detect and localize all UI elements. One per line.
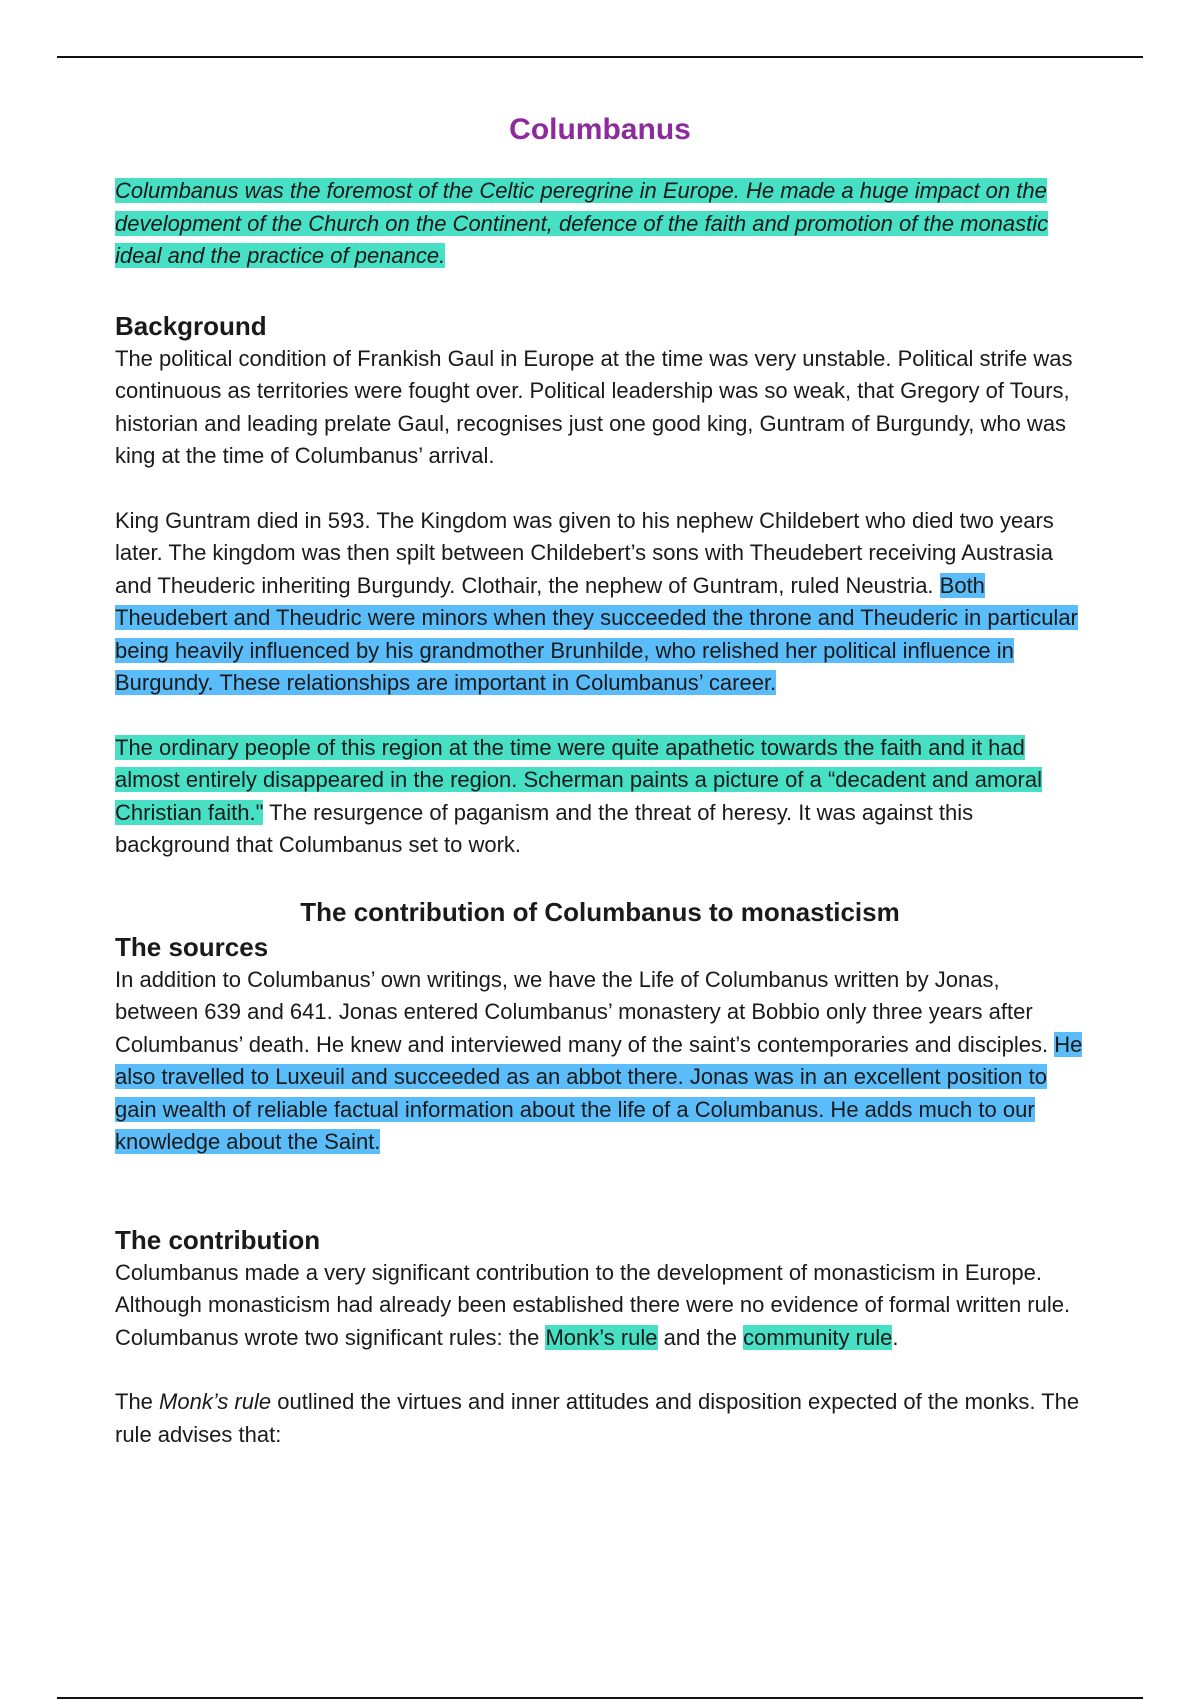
sources-paragraph <box>115 964 1085 1159</box>
contribution-heading: The contribution <box>115 1224 321 1255</box>
top-rule <box>57 56 1143 58</box>
contribution-paragraph <box>115 1257 1085 1355</box>
sources-text: In addition to Columbanus’ own writings, we have the Life of Columbanus written by Jonas, between 639 and 641. Jonas entered Columbanus’ monastery at Bobbio only three years after Columbanus’ death. He knew and interviewed many of the saint’s contemporaries and disciples. <box>115 966 1055 1057</box>
page-title: Columbanus <box>509 113 691 146</box>
document-body <box>115 110 1085 1451</box>
bottom-rule <box>57 1697 1143 1699</box>
monks-rule-paragraph <box>115 1386 1085 1451</box>
intro-highlight: Columbanus was the foremost of the Celtic peregrine in Europe. He made a huge impact on the development of the Church on the Continent, defence of the faith and promotion of the monastic ideal and the practice of penance. <box>115 178 1049 268</box>
intro-paragraph <box>115 175 1085 273</box>
monks-rule-highlight: Monk’s rule <box>545 1324 658 1350</box>
sources-heading: The sources <box>115 931 269 962</box>
background-heading: Background <box>115 310 267 341</box>
monks-rule-text-b: outlined the virtues and inner attitudes and disposition expected of the monks. The rule advises that: <box>115 1389 1080 1447</box>
background-paragraph-3 <box>115 732 1085 862</box>
background-paragraph-1: The political condition of Frankish Gaul in Europe at the time was very unstable. Political strife was continuous as territories were fought over. Political leadership was so weak, that Gregory of Tours, historian and leading prelate Gaul, recognises just one good king, Guntram of Burgundy, who was king at the time of Columbanus’ arrival. <box>115 345 1073 468</box>
background-p3-text: The resurgence of paganism and the threat of heresy. It was against this background that Columbanus set to work. <box>115 799 974 857</box>
background-p2-highlight: Both Theudebert and Theudric were minors when they succeeded the throne and Theuderic in particular being heavily influenced by his grandmother Brunhilde, who relished her political influence in Burgundy. These relationships are important in Columbanus’ career. <box>115 572 1078 695</box>
sources-highlight: He also travelled to Luxeuil and succeeded as an abbot there. Jonas was in an excellent position to gain wealth of reliable factual information about the life of a Columbanus. He adds much to our knowledge about the Saint. <box>115 1031 1083 1154</box>
community-rule-highlight: community rule <box>743 1324 893 1350</box>
background-paragraph-2 <box>115 505 1085 700</box>
contribution-text-b: and the <box>657 1324 744 1350</box>
contribution-section-heading: The contribution of Columbanus to monasticism <box>300 896 900 927</box>
contribution-text-c: . <box>892 1324 899 1350</box>
monks-rule-emphasis: Monk’s rule <box>159 1389 272 1414</box>
monks-rule-text-a: The <box>115 1389 160 1414</box>
background-p2-text: King Guntram died in 593. The Kingdom was given to his nephew Childebert who died two years later. The kingdom was then spilt between Childebert’s sons with Theudebert receiving Austrasia and Theuderic inheriting Burgundy. Clothair, the nephew of Guntram, ruled Neustria. <box>115 507 1054 598</box>
contribution-text-a: Columbanus made a very significant contribution to the development of monasticism in Europe. Although monasticism had already been established there were no evidence of formal written rule. Columbanus wrote two significant rules: the <box>115 1259 1071 1350</box>
background-p3-highlight: The ordinary people of this region at the time were quite apathetic towards the faith and it had almost entirely disappeared in the region. Scherman paints a picture of a “decadent and amoral Christian faith." <box>115 734 1042 825</box>
